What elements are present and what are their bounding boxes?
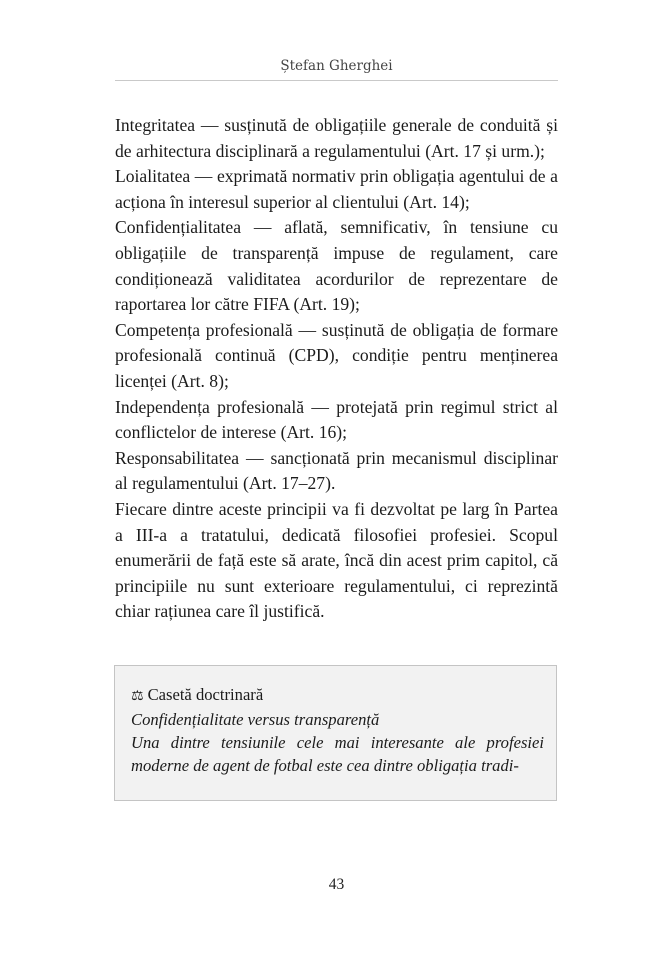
paragraph-responsabilitatea: Responsabilitatea — sancționată prin mecanismul disciplinar al regulamentului (Art. 17–27). xyxy=(115,447,558,494)
doctrinal-box xyxy=(114,665,557,801)
doctrinal-box-heading xyxy=(131,683,544,708)
main-text xyxy=(115,113,558,625)
running-head: Ștefan Gherghei xyxy=(280,58,393,74)
doctrinal-box-title: Casetă doctrinară xyxy=(147,685,264,704)
paragraph-independenta: Independența profesională — protejată prin regimul strict al conflictelor de interese (Art. 16); xyxy=(115,396,558,443)
paragraph-competenta: Competența profesională — susținută de obligația de formare profesională continuă (CPD), condiție pentru menținerea licenței (Art. 8); xyxy=(115,319,558,391)
header-divider xyxy=(115,80,558,81)
paragraph-conclusion: Fiecare dintre aceste principii va fi dezvoltat pe larg în Partea a III-a a tratatului, dedicată filosofiei profesiei. Scopul enumerării de față este să arate, încă din acest prim capitol, că principiile nu sunt exterioare regulamentului, ci reprezintă chiar rațiunea care îl justifică. xyxy=(115,498,558,622)
paragraph-confidentialitatea: Confidențialitatea — aflată, semnificativ, în tensiune cu obligațiile de transparență impuse de regulament, care condiționează validitatea acordurilor de reprezentare de raportarea lor către FIFA (Art. 19); xyxy=(115,217,558,315)
paragraph-loialitatea: Loialitatea — exprimată normativ prin obligația agentului de a acționa în interesul superior al clientului (Art. 14); xyxy=(115,166,558,212)
scales-icon: ⚖ xyxy=(131,688,144,704)
doctrinal-box-subtitle: Confidențialitate versus transparență xyxy=(131,710,380,729)
paragraph-integritatea: Integritatea — susținută de obligațiile generale de conduită și de arhitectura disciplinară a regulamentului (Art. 17 și urm.); xyxy=(115,115,558,161)
doctrinal-box-text: Una dintre tensiunile cele mai interesante ale profesiei moderne de agent de fotbal este cea dintre obligația tradi- xyxy=(131,733,544,775)
page-number: 43 xyxy=(328,876,345,893)
